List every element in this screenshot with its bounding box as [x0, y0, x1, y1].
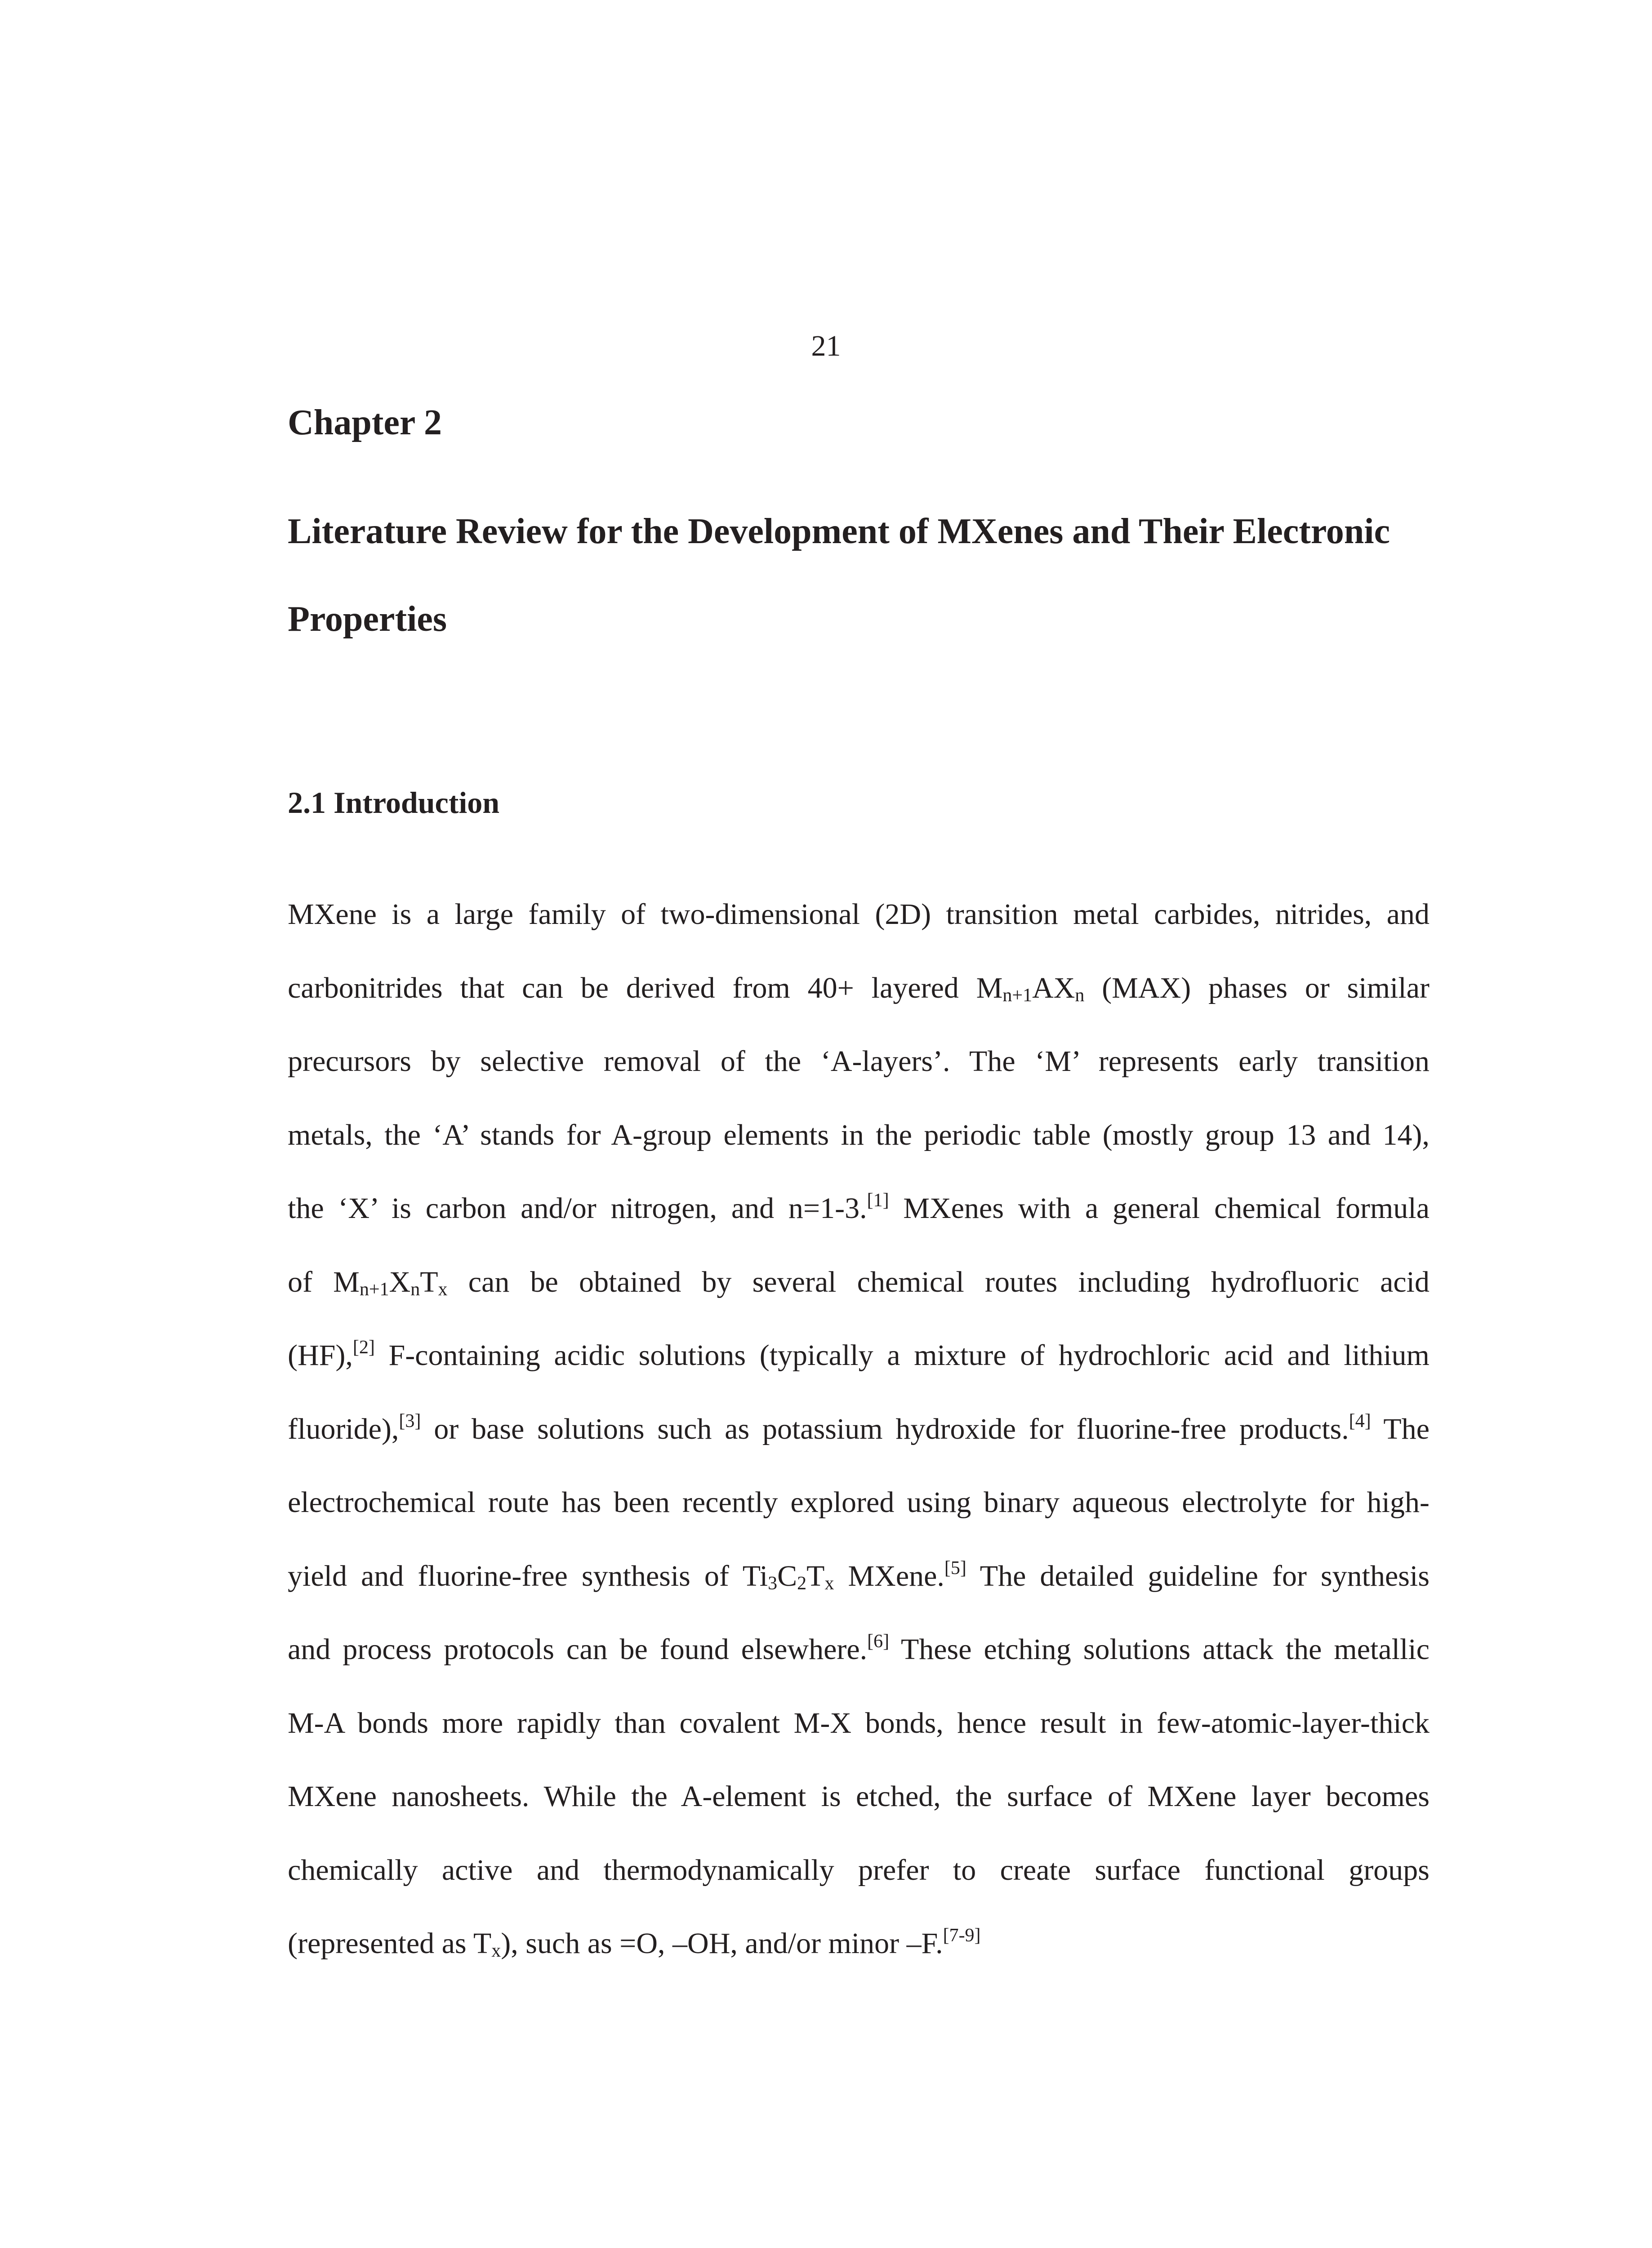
text-line — [288, 1613, 1429, 1686]
text-line — [288, 878, 1429, 951]
text-run: F-containing acidic solutions (typically a mixture of hydrochloric acid and lithium — [374, 1339, 1429, 1372]
text-line — [288, 951, 1429, 1025]
text-run: MXene nanosheets. While the A-element is etched, the surface of MXene layer becomes — [288, 1780, 1429, 1813]
chapter-label: Chapter 2 — [288, 403, 442, 442]
text-line — [288, 1245, 1429, 1319]
text-run: The detailed guideline for synthesis — [966, 1559, 1430, 1592]
text-line — [288, 1466, 1429, 1539]
text-run: MXenes with a general chemical formula — [889, 1192, 1429, 1225]
subscript: x — [491, 1940, 501, 1961]
chapter-title-line-1: Literature Review for the Development of MXenes and Their Electronic — [288, 512, 1390, 551]
chapter-title-line-2: Properties — [288, 599, 447, 639]
text-run: The — [1371, 1412, 1429, 1445]
subscript: n+1 — [359, 1279, 389, 1300]
text-run: carbonitrides that can be derived from 40+ layered M — [288, 971, 1003, 1004]
citation-ref: [4] — [1349, 1410, 1371, 1432]
subscript: n — [410, 1279, 420, 1300]
body-paragraph — [288, 878, 1429, 1980]
text-line — [288, 1098, 1429, 1172]
text-run: These etching solutions attack the metallic — [889, 1633, 1429, 1666]
text-run: chemically active and thermodynamically prefer to create surface functional groups — [288, 1853, 1429, 1887]
text-run: or base solutions such as potassium hydroxide for fluorine-free products. — [421, 1412, 1349, 1445]
text-run: MXene is a large family of two-dimensional (2D) transition metal carbides, nitrides, and — [288, 898, 1429, 931]
citation-ref: [3] — [399, 1410, 421, 1432]
subscript: n+1 — [1002, 985, 1033, 1006]
text-line — [288, 1539, 1429, 1613]
text-run: metals, the ‘A’ stands for A-group elements in the periodic table (mostly group 13 and 14), — [288, 1118, 1429, 1151]
subscript: n — [1075, 985, 1085, 1006]
text-run: (represented as T — [288, 1927, 492, 1960]
text-run: and process protocols can be found elsewhere. — [288, 1633, 868, 1666]
text-run: can be obtained by several chemical routes including hydrofluoric acid — [447, 1265, 1430, 1298]
text-run: precursors by selective removal of the ‘A-layers’. The ‘M’ represents early transition — [288, 1045, 1429, 1078]
text-run: C — [777, 1559, 797, 1592]
text-run: yield and fluorine-free synthesis of Ti — [288, 1559, 768, 1592]
subscript: x — [824, 1573, 834, 1594]
text-run: electrochemical route has been recently explored using binary aqueous electrolyte for high- — [288, 1486, 1429, 1519]
text-line — [288, 1319, 1429, 1392]
text-run: AX — [1032, 971, 1075, 1004]
text-run: fluoride), — [288, 1412, 399, 1445]
citation-ref: [1] — [867, 1190, 889, 1211]
text-run: T — [420, 1265, 438, 1298]
citation-ref: [7-9] — [943, 1925, 981, 1946]
text-run: X — [389, 1265, 411, 1298]
text-line — [288, 1907, 1429, 1980]
subscript: 3 — [768, 1573, 778, 1594]
page-number: 21 — [811, 330, 841, 362]
text-run: M-A bonds more rapidly than covalent M-X bonds, hence result in few-atomic-layer-thick — [288, 1706, 1429, 1740]
text-line — [288, 1392, 1429, 1466]
subscript: 2 — [797, 1573, 807, 1594]
citation-ref: [2] — [352, 1337, 375, 1358]
text-line — [288, 1025, 1429, 1098]
text-line — [288, 1172, 1429, 1245]
text-run: of M — [288, 1265, 360, 1298]
section-heading: 2.1 Introduction — [288, 785, 500, 820]
text-run: ), such as =O, –OH, and/or minor –F. — [501, 1927, 943, 1960]
subscript: x — [438, 1279, 448, 1300]
text-line — [288, 1833, 1429, 1907]
text-run: MXene. — [834, 1559, 944, 1592]
citation-ref: [6] — [867, 1631, 890, 1652]
text-line — [288, 1686, 1429, 1760]
text-run: (MAX) phases or similar — [1084, 971, 1429, 1004]
text-line — [288, 1760, 1429, 1833]
chapter-title — [288, 488, 1429, 663]
text-run: T — [806, 1559, 825, 1592]
text-run: the ‘X’ is carbon and/or nitrogen, and n=1-3. — [288, 1192, 867, 1225]
text-run: (HF), — [288, 1339, 353, 1372]
citation-ref: [5] — [944, 1557, 966, 1579]
